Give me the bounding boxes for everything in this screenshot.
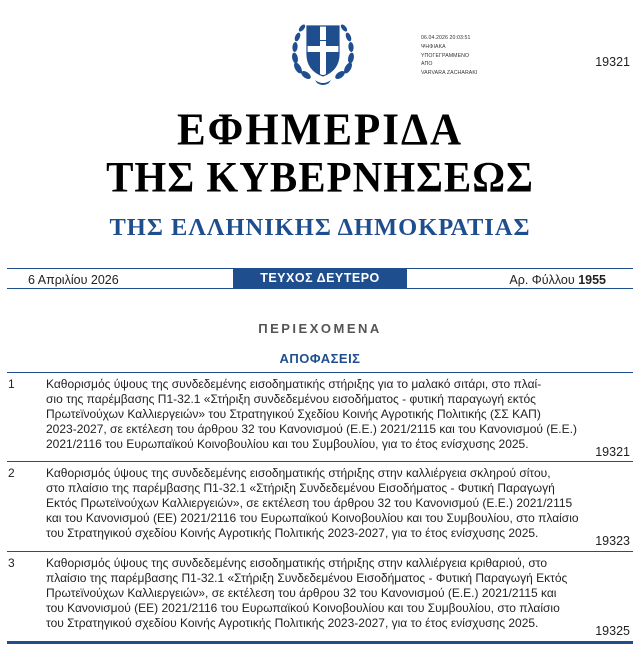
divider bbox=[7, 551, 633, 552]
entry-line: και του Κανονισμού (ΕΕ) 2021/2116 του Ευρωπαϊκού Κοινοβουλίου και του Συμβουλίου, στο πλαίσιο bbox=[46, 511, 579, 526]
sheet-number-block bbox=[509, 273, 606, 287]
digital-signature-stamp bbox=[421, 34, 477, 78]
entry-number: 2 bbox=[8, 466, 15, 480]
sheet-number: 1955 bbox=[578, 273, 606, 287]
entry-line: Πρωτεϊνούχων Καλλιεργειών» του Στρατηγικού Σχεδίου Κοινής Αγροτικής Πολιτικής (ΣΣ ΚΑΠ) bbox=[46, 407, 541, 422]
entry-line: Πρωτεϊνούχων Καλλιεργειών», σε εκτέλεση του άρθρου 32 του Κανονισμού (Ε.Ε.) 2021/2115 και bbox=[46, 586, 557, 601]
entry-line: σιο της παρέμβασης Π1-32.1 «Στήριξη συνδεδεμένου εισοδήματος - φυτική παραγωγή εκτός bbox=[46, 392, 536, 407]
gazette-title-line2: ΤΗΣ ΚΥΒΕΡΝΗΣΕΩΣ bbox=[106, 152, 534, 202]
gazette-title-line1: ΕΦΗΜΕΡΙΔΑ bbox=[176, 105, 464, 156]
signature-line: 06.04.2026 20:03:51 bbox=[421, 35, 471, 41]
entry-line: Εκτός Πρωτεϊνούχων Καλλιεργειών», σε εκτέλεση του άρθρου 32 του Κανονισμού (Ε.Ε.) 2021/2115 bbox=[46, 496, 573, 511]
entry-line: Καθορισμός ύψους της συνδεδεμένης εισοδηματικής στήριξης για το μαλακό σιτάρι, στο πλαί- bbox=[46, 377, 542, 391]
bottom-rule bbox=[7, 641, 633, 644]
entry-line: Καθορισμός ύψους της συνδεδεμένης εισοδηματικής στήριξης στην καλλιέργεια κριθαριού, στο bbox=[46, 556, 548, 570]
contents-heading: ΠΕΡΙΕΧΟΜΕΝΑ bbox=[258, 321, 382, 336]
greek-coat-of-arms-icon bbox=[289, 16, 357, 86]
divider bbox=[7, 372, 633, 373]
signature-line: ΨΗΦΙΑΚΑ bbox=[421, 43, 446, 50]
entry-line: Καθορισμός ύψους της συνδεδεμένης εισοδηματικής στήριξης στην καλλιέργεια σκληρού σίτου, bbox=[46, 466, 551, 480]
signature-line: VARVARA ZACHARAKI bbox=[421, 70, 478, 77]
entry-page: 19323 bbox=[595, 534, 630, 548]
entry-page: 19325 bbox=[595, 624, 630, 638]
section-heading: ΑΠΟΦΑΣΕΙΣ bbox=[279, 351, 361, 366]
entry-line: πλαίσιο της παρέμβασης Π1-32.1 «Στήριξη Συνδεδεμένου Εισοδήματος - Φυτική Παραγωγή Εκτός bbox=[46, 571, 568, 586]
issue-date: 6 Απριλίου 2026 bbox=[28, 273, 119, 287]
issue-label: ΤΕΥΧΟΣ ΔΕΥΤΕΡΟ bbox=[233, 269, 407, 288]
entry-text bbox=[46, 377, 586, 452]
entry-line: στο πλαίσιο της παρέμβασης Π1-32.1 «Στήριξη Συνδεδεμένου Εισοδήματος - Φυτική Παραγωγή bbox=[46, 481, 555, 496]
sheet-label: Αρ. Φύλλου bbox=[509, 273, 575, 287]
entry-number: 3 bbox=[8, 556, 15, 570]
signature-line: ΑΠΟ bbox=[421, 61, 433, 68]
entry-line: του Στρατηγικού σχεδίου Κοινής Αγροτικής Πολιτικής 2023-2027, για το έτος ενίσχυσης 2025. bbox=[46, 616, 539, 631]
entry-page: 19321 bbox=[595, 445, 630, 459]
entry-line: του Κανονισμού (ΕΕ) 2021/2116 του Ευρωπαϊκού Κοινοβουλίου και του Συμβουλίου, στο πλαίσιο bbox=[46, 601, 560, 616]
signature-line: ΥΠΟΓΕΓΡΑΜΜΕΝΟ bbox=[421, 52, 470, 59]
entry-text bbox=[46, 556, 586, 631]
divider bbox=[7, 288, 633, 289]
divider bbox=[7, 461, 633, 462]
entry-text bbox=[46, 466, 586, 541]
page-number: 19321 bbox=[595, 55, 630, 69]
entry-number: 1 bbox=[8, 377, 15, 391]
gazette-subtitle: ΤΗΣ ΕΛΛΗΝΙΚΗΣ ΔΗΜΟΚΡΑΤΙΑΣ bbox=[109, 214, 531, 241]
entry-line: 2021/2116 του Ευρωπαϊκού Κοινοβουλίου και του Συμβουλίου, για το έτος ενίσχυσης 2025. bbox=[46, 437, 529, 452]
entry-line: 2023-2027, σε εκτέλεση του άρθρου 32 του Κανονισμού (Ε.Ε.) 2021/2115 και του Κανονισμού (Ε.Ε.) bbox=[46, 422, 577, 437]
entry-line: του Στρατηγικού σχεδίου Κοινής Αγροτικής Πολιτικής 2023-2027, για το έτος ενίσχυσης 2025. bbox=[46, 526, 539, 541]
